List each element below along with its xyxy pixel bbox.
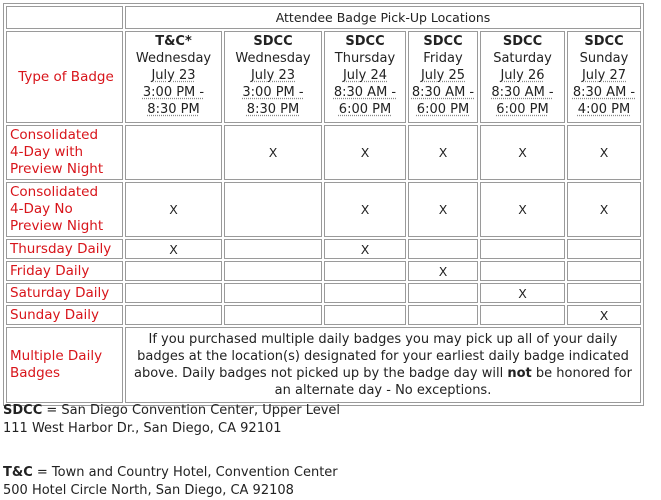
column-header [224, 31, 322, 123]
badge-type-label: Multiple Daily Badges [6, 327, 123, 403]
pickup-mark [408, 305, 478, 325]
legend-address: 500 Hotel Circle North, San Diego, CA 92108 [3, 483, 294, 498]
date-label: July 26 [500, 68, 545, 83]
location-label: T&C* [155, 34, 192, 49]
pickup-mark: X [480, 125, 565, 180]
pickup-mark: X [567, 125, 641, 180]
time-start: 8:30 AM - [333, 85, 397, 100]
pickup-mark [324, 283, 406, 303]
pickup-mark [324, 305, 406, 325]
day-label: Wednesday [235, 51, 311, 66]
pickup-mark: X [480, 283, 565, 303]
badge-type-label: Consolidated 4-Day No Preview Night [6, 182, 123, 237]
pickup-mark: X [125, 182, 222, 237]
time-start: 8:30 AM - [411, 85, 475, 100]
badge-pickup-table [3, 3, 644, 406]
column-header [125, 31, 222, 123]
pickup-mark: X [125, 239, 222, 259]
pickup-mark [224, 305, 322, 325]
location-label: SDCC [502, 34, 543, 49]
multiple-badges-note: If you purchased multiple daily badges you may pick up all of your daily badges at the location(s) designated for your earliest daily badge indicated above. Daily badges not picked up by the badge day will not be honored for an alternate day - No exceptions. [125, 327, 641, 403]
pickup-mark [567, 283, 641, 303]
legend-abbr: SDCC [3, 403, 43, 418]
pickup-mark: X [224, 125, 322, 180]
pickup-mark [125, 261, 222, 281]
location-label: SDCC [423, 34, 463, 49]
location-label: SDCC [253, 34, 293, 49]
day-label: Friday [423, 51, 463, 66]
pickup-mark [480, 239, 565, 259]
pickup-mark: X [408, 125, 478, 180]
date-label: July 23 [250, 68, 296, 83]
time-end: 8:30 PM [246, 102, 300, 117]
pickup-mark [224, 283, 322, 303]
time-start: 3:00 PM - [142, 85, 205, 100]
pickup-mark: X [408, 261, 478, 281]
date-label: July 24 [342, 68, 388, 83]
pickup-mark [567, 261, 641, 281]
pickup-mark: X [324, 182, 406, 237]
time-end: 8:30 PM [147, 102, 200, 117]
pickup-mark [125, 125, 222, 180]
pickup-mark [567, 239, 641, 259]
date-label: July 27 [581, 68, 627, 83]
column-header [480, 31, 565, 123]
table-title: Attendee Badge Pick-Up Locations [125, 6, 641, 29]
type-of-badge-header: Type of Badge [6, 31, 123, 123]
badge-type-label: Consolidated 4-Day with Preview Night [6, 125, 123, 180]
column-header [324, 31, 406, 123]
pickup-mark [224, 182, 322, 237]
legend-sdcc [3, 402, 340, 438]
location-label: SDCC [345, 34, 385, 49]
day-label: Thursday [334, 51, 396, 66]
day-label: Wednesday [135, 51, 212, 66]
pickup-mark: X [324, 125, 406, 180]
legend-abbr: T&C [3, 465, 33, 480]
pickup-mark: X [480, 182, 565, 237]
legend-desc: = Town and Country Hotel, Convention Center [32, 465, 338, 480]
pickup-mark [125, 283, 222, 303]
column-header [408, 31, 478, 123]
pickup-mark [125, 305, 222, 325]
legend-address: 111 West Harbor Dr., San Diego, CA 92101 [3, 421, 282, 436]
time-end: 6:00 PM [496, 102, 549, 117]
pickup-mark: X [567, 305, 641, 325]
pickup-mark [408, 283, 478, 303]
badge-type-label: Sunday Daily [6, 305, 123, 325]
time-start: 8:30 AM - [572, 85, 636, 100]
pickup-mark: X [408, 182, 478, 237]
emphasis-not: not [507, 366, 532, 381]
date-label: July 25 [420, 68, 466, 83]
pickup-mark [480, 261, 565, 281]
pickup-mark: X [324, 239, 406, 259]
pickup-mark [224, 261, 322, 281]
pickup-mark [480, 305, 565, 325]
badge-type-label: Friday Daily [6, 261, 123, 281]
date-label: July 23 [151, 68, 196, 83]
time-end: 6:00 PM [338, 102, 392, 117]
badge-type-label: Thursday Daily [6, 239, 123, 259]
pickup-mark [324, 261, 406, 281]
time-start: 8:30 AM - [491, 85, 554, 100]
pickup-mark: X [567, 182, 641, 237]
pickup-mark [408, 239, 478, 259]
location-label: SDCC [584, 34, 624, 49]
day-label: Sunday [579, 51, 629, 66]
corner-cell [6, 6, 123, 29]
day-label: Saturday [493, 51, 552, 66]
column-header [567, 31, 641, 123]
badge-type-label: Saturday Daily [6, 283, 123, 303]
legend-tc [3, 464, 338, 500]
time-start: 3:00 PM - [242, 85, 304, 100]
legend-desc: = San Diego Convention Center, Upper Level [42, 403, 341, 418]
time-end: 4:00 PM [577, 102, 631, 117]
time-end: 6:00 PM [416, 102, 470, 117]
pickup-mark [224, 239, 322, 259]
